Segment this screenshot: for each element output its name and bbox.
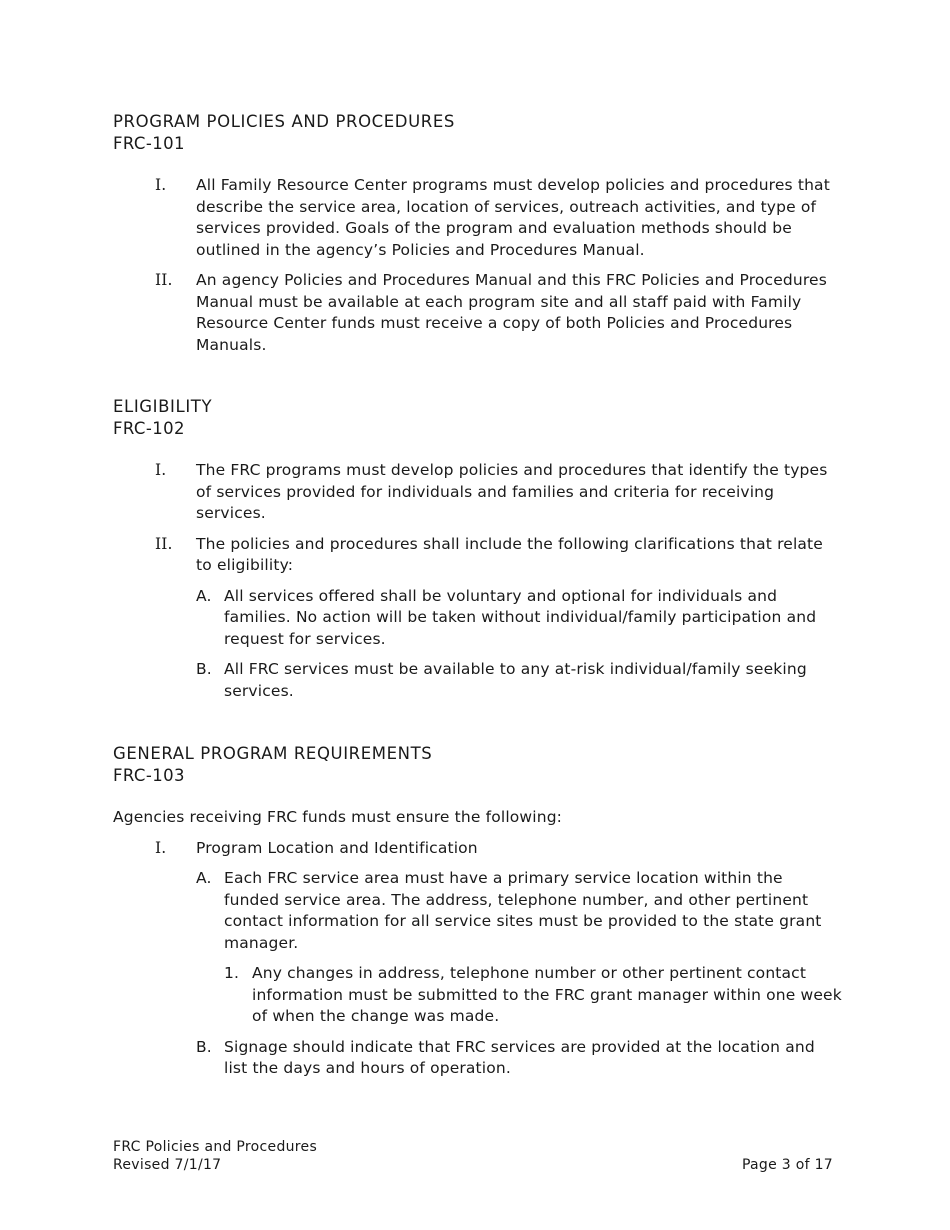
item-number: II. xyxy=(155,271,173,289)
policy-list xyxy=(113,838,843,1080)
section-code: FRC-103 xyxy=(113,765,185,785)
item-text: Program Location and Identification xyxy=(196,838,478,857)
nested-item-text: Any changes in address, telephone number or other pertinent contact information must be submitted to the FRC grant manager within one week of when the change was made. xyxy=(252,964,842,1025)
item-text: An agency Policies and Procedures Manual and this FRC Policies and Procedures Manual must be available at each program site and all staff paid with Family Resource Center funds must receive a copy of both Policies and Procedures Manuals. xyxy=(196,271,827,354)
nested-list-item xyxy=(224,963,843,1028)
item-number: I. xyxy=(155,176,167,194)
footer-page-number: Page 3 of 17 xyxy=(741,1157,833,1173)
section-code: FRC-102 xyxy=(113,418,185,438)
sub-list-item xyxy=(196,1037,843,1080)
section-code: FRC-101 xyxy=(113,133,185,153)
item-text: All Family Resource Center programs must develop policies and procedures that describe the service area, location of services, outreach activities, and type of services provided. Goals of the program and evaluation methods should be outlined in the agency’s Policies and Procedures Manual. xyxy=(196,176,830,259)
item-number: I. xyxy=(155,461,167,479)
item-text: The FRC programs must develop policies and procedures that identify the types of services provided for individuals and families and criteria for receiving services. xyxy=(196,461,828,522)
sub-item-text: All FRC services must be available to any at-risk individual/family seeking services. xyxy=(224,660,807,700)
list-item xyxy=(113,270,843,356)
section-title: GENERAL PROGRAM REQUIREMENTS xyxy=(113,744,433,763)
footer-revision-date: Revised 7/1/17 xyxy=(113,1157,222,1173)
sub-list xyxy=(196,586,843,703)
item-number: II. xyxy=(155,534,173,553)
section-frc-103 xyxy=(113,743,843,1089)
section-title: PROGRAM POLICIES AND PROCEDURES xyxy=(113,112,455,131)
section-frc-102 xyxy=(113,396,843,711)
nested-list xyxy=(224,963,843,1028)
sub-item-letter: B. xyxy=(196,660,212,678)
sub-item-letter: B. xyxy=(196,1037,212,1056)
section-frc-101 xyxy=(113,111,843,365)
section-intro: Agencies receiving FRC funds must ensure the following: xyxy=(113,808,563,826)
item-text: The policies and procedures shall include the following clarifications that relate to eligibility: xyxy=(196,534,823,574)
sub-item-text: Each FRC service area must have a primary service location within the funded service area. The address, telephone number, and other pertinent contact information for all service sites must be provided to the state grant manager. xyxy=(224,869,822,952)
sub-item-text: All services offered shall be voluntary and optional for individuals and families. No action will be taken without individual/family participation and request for services. xyxy=(224,586,817,648)
section-title: ELIGIBILITY xyxy=(113,397,213,416)
list-item xyxy=(113,460,843,525)
nested-item-number: 1. xyxy=(224,964,240,982)
page-footer xyxy=(113,1138,833,1174)
sub-item-letter: A. xyxy=(196,869,212,887)
policy-list xyxy=(113,175,843,356)
sub-list-item xyxy=(196,868,843,1028)
sub-list-item xyxy=(196,586,843,651)
sub-list xyxy=(196,868,843,1080)
sub-item-text: Signage should indicate that FRC services are provided at the location and list the days and hours of operation. xyxy=(224,1037,815,1077)
policy-list xyxy=(113,460,843,702)
item-number: I. xyxy=(155,838,167,857)
list-item xyxy=(113,534,843,703)
sub-list-item xyxy=(196,659,843,702)
list-item xyxy=(113,175,843,261)
sub-item-letter: A. xyxy=(196,586,212,605)
footer-document-title: FRC Policies and Procedures xyxy=(113,1139,318,1155)
list-item xyxy=(113,838,843,1080)
